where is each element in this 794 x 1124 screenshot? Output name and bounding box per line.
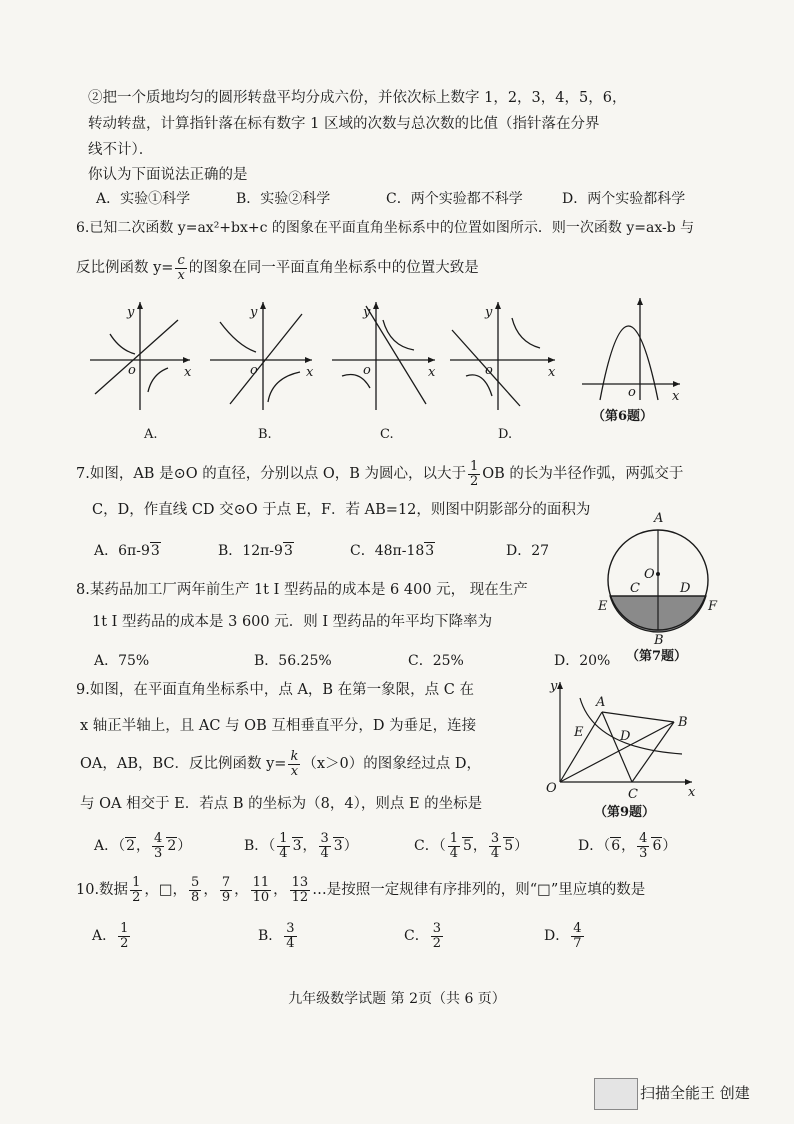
graph-d-label: D. — [498, 427, 513, 442]
q10-option-a — [92, 914, 132, 958]
q9-label-c: C — [628, 787, 638, 802]
q9-b-frac2 — [319, 832, 331, 861]
graph-d-x-label: x — [548, 365, 556, 380]
qr-code-icon — [594, 1078, 638, 1110]
q10-term-4-den: 9 — [221, 889, 231, 905]
q5-line1: ②把一个质地均匀的圆形转盘平均分成六份，并依次标上数字 1，2，3，4，5，6， — [88, 90, 627, 106]
q9-c-frac1 — [448, 832, 460, 861]
q9-b-frac1-num: 1 — [279, 830, 288, 846]
q10-b-num: 3 — [286, 920, 295, 936]
graph-b-y-label: y — [250, 305, 258, 320]
q10-b-den: 4 — [286, 935, 295, 951]
q7-label-b: B — [654, 633, 664, 648]
q7-figure — [596, 500, 726, 665]
q9-c-frac1-num: 1 — [449, 830, 458, 846]
q9-figure — [542, 676, 702, 824]
q7-fraction — [468, 460, 480, 489]
q9-c-label: C．（ — [414, 838, 446, 854]
q8-line2: 1t I 型药品的成本是 3 600 元．则 I 型药品的年平均下降率为 — [92, 614, 493, 630]
q9-a-sep: ， — [136, 838, 151, 854]
graph-a-line — [95, 320, 178, 394]
q10-term-4 — [220, 876, 232, 905]
q10-term-3-den: 8 — [191, 889, 200, 905]
q7-line2: C，D，作直线 CD 交⊙O 于点 E，F．若 AB=12，则图中阴影部分的面积为 — [92, 502, 591, 518]
graph-a-x-label: x — [184, 365, 192, 380]
graph-b-x-label: x — [306, 365, 314, 380]
q10-d-num: 4 — [573, 920, 582, 936]
q5-line3: 线不计）． — [88, 142, 154, 158]
q9-label-y: y — [550, 679, 558, 694]
q9-c-frac2-num: 3 — [490, 830, 500, 846]
scanner-watermark: 扫描全能王 创建 — [640, 1084, 750, 1102]
q10-term-5 — [251, 876, 272, 905]
q8-option-a: A．75% — [94, 653, 150, 669]
q9-d-label: D．（ — [578, 838, 611, 854]
q9-d-sep: ， — [621, 838, 636, 854]
q7-option-c-sqrt: 3 — [425, 543, 435, 559]
q10-a-label: A． — [92, 928, 117, 944]
graph-a-y-label: y — [127, 305, 135, 320]
q8-option-c: C．25% — [408, 653, 464, 669]
q9-option-b — [244, 826, 358, 866]
q9-segment-bc — [632, 722, 674, 782]
q6-frac-num: c — [177, 252, 185, 268]
graph-b-hyperbola-upper — [220, 322, 256, 352]
q9-d-frac — [637, 832, 649, 861]
q9-fraction — [288, 750, 300, 779]
q9-segment-ab — [602, 712, 674, 722]
q7-caption: （第7题） — [626, 649, 688, 664]
q10-option-b — [258, 914, 299, 958]
q10-b-label: B． — [258, 928, 283, 944]
q7-option-b — [218, 540, 294, 560]
q9-option-c — [414, 826, 528, 866]
graph-d-y-label: y — [485, 305, 493, 320]
q7-option-a-text: A．6π-9 — [94, 543, 150, 559]
q10-b-frac — [284, 922, 296, 951]
q9-b-sqrt2: 3 — [333, 838, 343, 854]
q9-label-x: x — [688, 785, 696, 800]
q9-a-frac — [152, 832, 164, 861]
q6-frac-den: x — [177, 267, 185, 283]
graph-a — [90, 302, 190, 410]
q10-term-1-den: 2 — [132, 889, 141, 905]
graph-b-origin: o — [250, 363, 258, 378]
q9-b-frac2-num: 3 — [320, 830, 329, 846]
q9-a-sqrt2: 2 — [167, 838, 177, 854]
q5-option-b: B．实验②科学 — [236, 191, 331, 207]
q6-line1: 6.已知二次函数 y=ax²+bx+c 的图象在平面直角坐标系中的位置如图所示．则一次函数 y=ax-b 与 — [76, 220, 695, 236]
q7-option-c — [350, 540, 435, 560]
q9-line1: 9.如图，在平面直角坐标系中，点 A，B 在第一象限，点 C 在 — [76, 682, 474, 698]
q7-label-e: E — [598, 599, 608, 614]
q9-line3 — [80, 744, 481, 784]
q6-graphs — [80, 292, 720, 447]
q10-option-c — [404, 914, 445, 958]
q10-d-frac — [571, 922, 583, 951]
q10-options — [92, 914, 612, 958]
q10-c-den: 2 — [432, 935, 441, 951]
q10-line — [76, 870, 645, 910]
q10-term-5-num: 11 — [252, 874, 270, 890]
q10-a-frac — [118, 922, 130, 951]
q7-label-o: O — [644, 567, 655, 582]
graph-c-label: C. — [380, 427, 394, 442]
q9-a-sqrt1: 2 — [126, 838, 136, 854]
q10-term-6-den: 12 — [291, 889, 309, 905]
q9-b-label: B．（ — [244, 838, 276, 854]
q7-line1 — [76, 456, 683, 492]
q9-c-frac1-den: 4 — [449, 845, 458, 861]
q9-b-frac2-den: 4 — [320, 845, 329, 861]
q9-line4: 与 OA 相交于 E．若点 B 的坐标为（8，4），则点 E 的坐标是 — [80, 796, 483, 812]
q9-c-frac2 — [489, 832, 501, 861]
q7-option-b-text: B．12π-9 — [218, 543, 283, 559]
q9-a-end: ） — [177, 838, 192, 854]
q9-a-frac-den: 3 — [154, 845, 163, 861]
q9-line2: x 轴正半轴上，且 AC 与 OB 互相垂直平分，D 为垂足，连接 — [80, 718, 477, 734]
q10-suffix: …是按照一定规律有序排列的，则“□”里应填的数是 — [312, 882, 646, 898]
q10-term-3 — [189, 876, 201, 905]
q9-d-sqrt1: 6 — [611, 838, 621, 854]
q7-label-f: F — [708, 599, 718, 614]
q10-term-5-den: 10 — [252, 889, 270, 905]
q7-options — [94, 540, 554, 562]
q7-label-c: C — [630, 581, 640, 596]
q5-options — [96, 188, 736, 210]
q7-label-a: A — [654, 511, 664, 526]
parabola-origin: o — [628, 385, 636, 400]
q9-c-sqrt1: 5 — [463, 838, 472, 854]
q7-option-c-text: C．48π-18 — [350, 543, 425, 559]
q10-option-d — [544, 914, 586, 958]
q9-label-b: B — [678, 715, 688, 730]
q5-option-a: A．实验①科学 — [96, 191, 191, 207]
q10-sep-3: ， — [273, 882, 288, 898]
q6-line2-pre: 反比例函数 y= — [76, 260, 174, 276]
q9-b-sqrt1: 3 — [292, 838, 302, 854]
q9-line3-pre: OA，AB，BC．反比例函数 y= — [80, 756, 287, 772]
q7-center-o — [656, 572, 660, 576]
q9-label-a: A — [596, 695, 606, 710]
parabola-x-label: x — [672, 389, 680, 404]
graph-c-y-label: y — [363, 305, 371, 320]
graph-d-hyperbola-upper — [512, 318, 540, 348]
q9-option-d — [578, 826, 676, 866]
q9-c-end: ） — [514, 838, 529, 854]
q9-frac-den: x — [290, 763, 299, 779]
q9-option-a — [94, 826, 191, 866]
q6-fraction — [175, 254, 186, 283]
q7-option-d: D．27 — [506, 543, 550, 559]
q10-d-den: 7 — [573, 935, 582, 951]
q9-caption: （第9题） — [594, 805, 656, 820]
q10-sep-1: ， — [203, 882, 218, 898]
graph-d — [450, 302, 555, 410]
q10-term-4-num: 7 — [221, 874, 231, 890]
q9-b-frac1-den: 4 — [279, 845, 288, 861]
q9-label-e: E — [574, 725, 584, 740]
q5-line4: 你认为下面说法正确的是 — [88, 167, 248, 183]
q9-d-sqrt2: 6 — [652, 838, 662, 854]
q10-sep-2: ， — [234, 882, 249, 898]
q9-label-d: D — [620, 729, 631, 744]
q7-label-d: D — [680, 581, 691, 596]
q9-b-end: ） — [343, 838, 358, 854]
graph-a-label: A. — [144, 427, 158, 442]
q10-term-1 — [130, 876, 142, 905]
graph-d-origin: o — [485, 363, 493, 378]
q10-c-label: C． — [404, 928, 429, 944]
graph-a-origin: o — [128, 363, 136, 378]
graph-b-hyperbola-lower — [268, 372, 300, 402]
q9-options — [94, 826, 714, 868]
graph-c-line — [366, 306, 426, 404]
q10-c-num: 3 — [432, 920, 441, 936]
q7-option-b-sqrt: 3 — [283, 543, 293, 559]
q9-a-label: A．（ — [94, 838, 126, 854]
q10-blank: ，□， — [144, 882, 188, 898]
q7-option-a — [94, 540, 161, 560]
q7-option-a-sqrt: 3 — [150, 543, 160, 559]
q6-line2-post: 的图象在同一平面直角坐标系中的位置大致是 — [188, 260, 479, 276]
q6-line2 — [76, 250, 479, 286]
q9-c-frac2-den: 4 — [490, 845, 500, 861]
q7-line1-pre: 7.如图，AB 是⊙O 的直径，分别以点 O，B 为圆心，以大于 — [76, 466, 466, 482]
q9-line3-post: （x＞0）的图象经过点 D， — [302, 756, 481, 772]
q8-line1: 8.某药品加工厂两年前生产 1t I 型药品的成本是 6 400 元， 现在生产 — [76, 582, 528, 598]
graph-c — [332, 302, 435, 410]
q9-label-o: O — [546, 781, 557, 796]
q9-frac-num: k — [290, 748, 299, 764]
graph-d-hyperbola-lower — [466, 375, 492, 396]
q8-option-b: B．56.25% — [254, 653, 332, 669]
q7-frac-den: 2 — [469, 473, 479, 489]
q9-a-frac-num: 4 — [154, 830, 163, 846]
q10-c-frac — [431, 922, 443, 951]
graph-a-hyperbola-upper — [110, 334, 135, 354]
q9-d-end: ） — [662, 838, 677, 854]
q10-term-1-num: 1 — [132, 874, 141, 890]
q10-a-den: 2 — [120, 935, 129, 951]
q6-caption: （第6题） — [592, 409, 654, 424]
q10-prefix: 10.数据 — [76, 882, 129, 898]
graph-a-hyperbola-lower — [148, 368, 168, 392]
q9-d-frac-den: 3 — [639, 845, 648, 861]
q10-a-num: 1 — [120, 920, 129, 936]
q7-frac-num: 1 — [469, 458, 479, 474]
graph-b — [210, 302, 312, 410]
q5-option-d: D．两个实验都科学 — [562, 191, 686, 207]
q10-term-3-num: 5 — [191, 874, 200, 890]
q7-line1-post: OB 的长为半径作弧，两弧交于 — [482, 466, 684, 482]
q10-term-6-num: 13 — [291, 874, 309, 890]
q8-option-d: D．20% — [554, 653, 611, 669]
q8-options — [94, 650, 634, 672]
q5-line2: 转动转盘，计算指针落在标有数字 1 区域的次数与总次数的比值（指针落在分界 — [88, 116, 600, 132]
q9-d-frac-num: 4 — [639, 830, 648, 846]
q5-option-c: C．两个实验都不科学 — [386, 191, 523, 207]
q10-d-label: D． — [544, 928, 570, 944]
q9-c-sqrt2: 5 — [504, 838, 514, 854]
q10-term-6 — [290, 876, 311, 905]
graph-c-origin: o — [363, 363, 371, 378]
graph-b-label: B. — [258, 427, 272, 442]
graph-c-x-label: x — [428, 365, 436, 380]
q9-b-sep: ， — [302, 838, 317, 854]
q9-b-frac1 — [277, 832, 289, 861]
q9-c-sep: ， — [472, 838, 487, 854]
graph-b-line — [230, 314, 302, 404]
page-footer: 九年级数学试题 第 2页（共 6 页） — [288, 991, 506, 1007]
graph-c-hyperbola-upper — [383, 320, 414, 350]
